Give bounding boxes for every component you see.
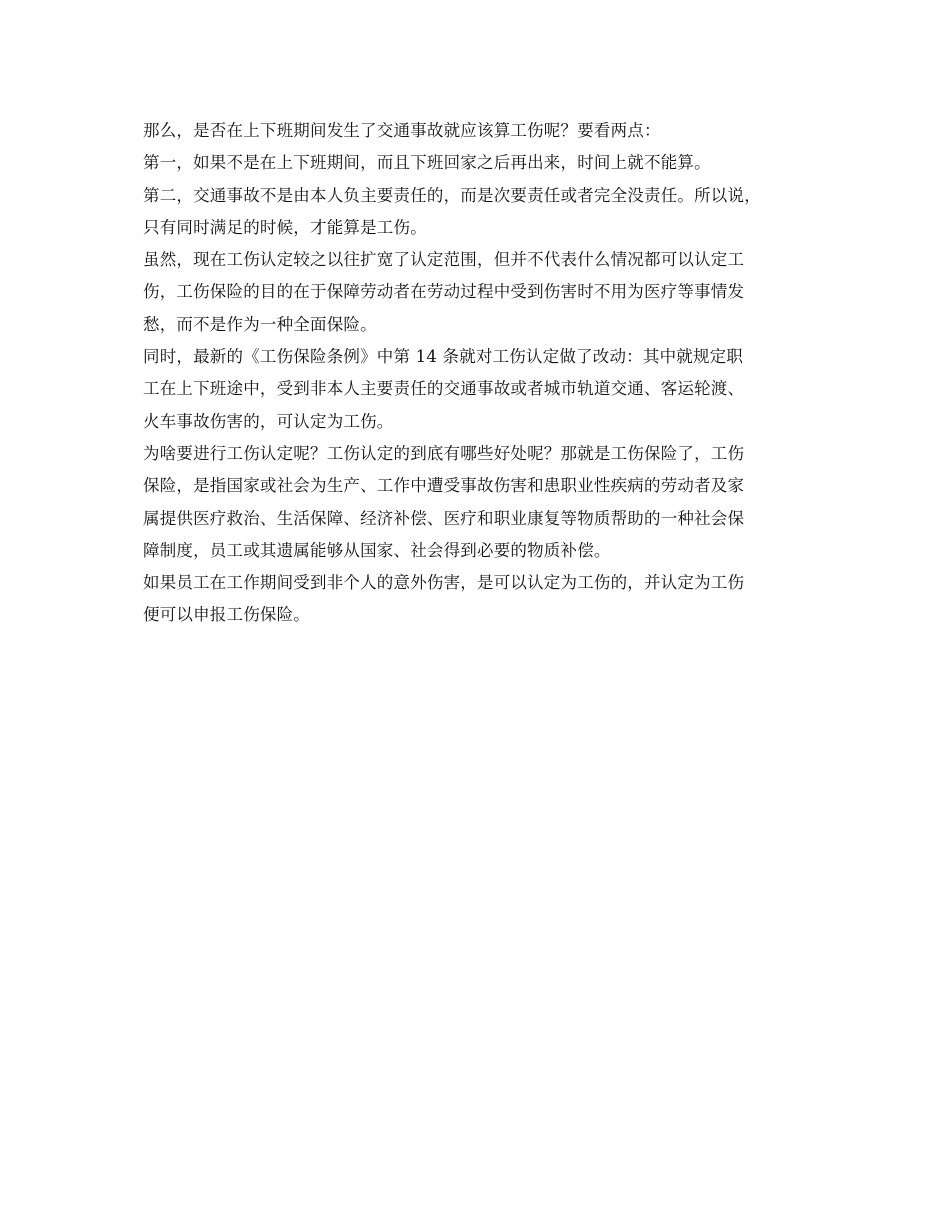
text-line: 那么，是否在上下班期间发生了交通事故就应该算工伤呢？要看两点： <box>143 121 661 140</box>
document-body <box>143 115 825 632</box>
text-line: 同时，最新的《工伤保险条例》中第 14 条就对工伤认定做了改动：其中就规定职 <box>143 347 744 367</box>
text-line: 保险，是指国家或社会为生产、工作中遭受事故伤害和患职业性疾病的劳动者及家 <box>143 476 745 496</box>
text-line: 属提供医疗救治、生活保障、经济补偿、医疗和职业康复等物质帮助的一种社会保 <box>143 508 745 528</box>
text-line: 如果员工在工作期间受到非个人的意外伤害，是可以认定为工伤的，并认定为工伤 <box>143 573 745 593</box>
text-line: 为啥要进行工伤认定呢？工伤认定的到底有哪些好处呢？那就是工伤保险了，工伤 <box>143 443 745 463</box>
text-line: 愁，而不是作为一种全面保险。 <box>143 314 377 334</box>
text-line: 工在上下班途中，受到非本人主要责任的交通事故或者城市轨道交通、客运轮渡、 <box>143 379 745 399</box>
text-line: 第二，交通事故不是由本人负主要责任的，而是次要责任或者完全没责任。所以说， <box>143 185 761 205</box>
text-line: 火车事故伤害的，可认定为工伤。 <box>143 411 394 431</box>
text-line: 便可以申报工伤保险。 <box>143 605 310 625</box>
text-line: 虽然，现在工伤认定较之以往扩宽了认定范围，但并不代表什么情况都可以认定工 <box>143 250 745 270</box>
text-line: 只有同时满足的时候，才能算是工伤。 <box>143 217 427 237</box>
text-line: 第一，如果不是在上下班期间，而且下班回家之后再出来，时间上就不能算。 <box>143 153 711 173</box>
text-line: 伤，工伤保险的目的在于保障劳动者在劳动过程中受到伤害时不用为医疗等事情发 <box>143 282 745 302</box>
text-line: 障制度，员工或其遗属能够从国家、社会得到必要的物质补偿。 <box>143 540 611 560</box>
